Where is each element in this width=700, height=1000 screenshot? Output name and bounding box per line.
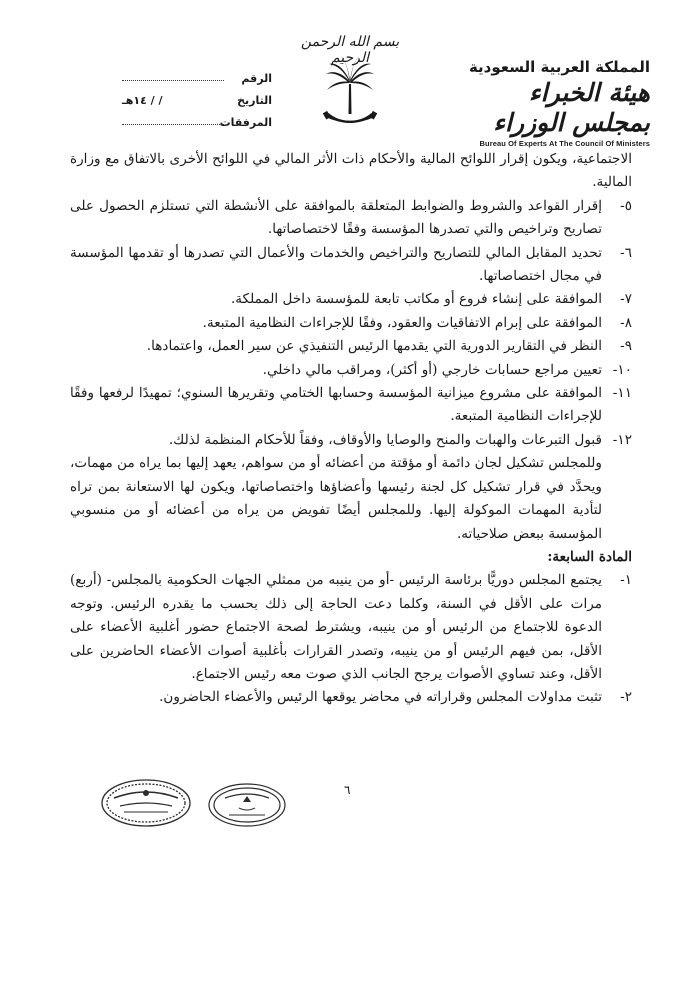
bureau-seal-stamp-icon [100,778,192,828]
reference-attachments-row [122,107,272,129]
list-item [70,686,632,709]
item-number: ١٠- [612,361,632,378]
item-number: ٩- [620,338,632,355]
item-number: ٢- [620,689,632,706]
attachments-label: المرفقات [219,116,272,129]
item-number: ٧- [620,291,632,308]
list-item [70,312,632,335]
item-text: الموافقة على إبرام الاتفاقيات والعقود، وفقًا للإجراءات النظامية المتبعة. [202,314,602,331]
saudi-emblem-icon [320,52,380,130]
item-text: إقرار القواعد والشروط والضوابط المتعلقة بالموافقة على الأنشطة التي تستلزم الحصول على تصاريح وتراخيص والتي تصدرها المؤسسة وفقًا لاختصاصاتها. [70,197,602,238]
list-item [70,242,632,289]
item-text: الموافقة على إنشاء فروع أو مكاتب تابعة للمؤسسة داخل المملكة. [230,291,602,308]
date-label: التاريخ [237,94,272,107]
item-text: تثبت مداولات المجلس وقراراته في محاضر يوقعها الرئيس والأعضاء الحاضرون. [159,689,602,706]
date-value: / / ١٤هـ [122,94,163,107]
item-number: ١١- [612,385,632,402]
basmala: بسم الله الرحمن الرحيم [300,34,400,66]
list-item [70,429,632,452]
letterhead-org-block [450,58,650,148]
reference-number-row [122,63,272,85]
item-text: تحديد المقابل المالي للتصاريح والتراخيص والخدمات والأعمال التي تصدرها أو تقدمها المؤسسة في مجال اختصاصاتها. [70,244,602,285]
item-number: ٦- [620,244,632,261]
council-paragraph: وللمجلس تشكيل لجان دائمة أو مؤقتة من أعضائه أو من سواهم، يعهد إليها بما يراه من مهمات، ويحدَّد في قرار تشكيل كل لجنة رئيسها وأعضاؤها واختصاصاتها، ويكون لها الاستعانة بمن تراه لتأدية المهمات الموكولة إليها. وللمجلس أيضًا تفويض من يراه من أعضائه أو من منسوبي المؤسسة ببعض صلاحياته. [70,455,602,542]
item-text: قبول التبرعات والهبات والمنح والوصايا والأوقاف، وفقاً للأحكام المنظمة لذلك. [168,431,602,448]
country-name: المملكة العربية السعودية [468,58,650,76]
item-number: ١٢- [612,431,632,448]
organization-name: هيئة الخبراء بمجلس الوزراء [493,78,650,137]
list-item [70,359,632,382]
list-item [70,569,632,686]
list-item [70,195,632,242]
number-label: الرقم [241,72,272,85]
list-item [70,335,632,358]
intro-paragraph: الاجتماعية، ويكون إقرار اللوائح المالية والأحكام ذات الأثر المالي في اللوائح الأخرى بالاتفاق مع وزارة المالية. [70,151,632,191]
list-item [70,382,632,429]
item-text: النظر في التقارير الدورية التي يقدمها الرئيس التنفيذي عن سير العمل، واعتمادها. [146,338,602,355]
article-heading: المادة السابعة: [547,548,632,565]
attachments-line [122,124,224,125]
list-item [70,288,632,311]
item-number: ١- [620,572,632,589]
page-number: ٦ [344,783,351,797]
item-text: الموافقة على مشروع ميزانية المؤسسة وحسابها الختامي وتقريرها السنوي؛ تمهيدًا لرفعها وفقًا للإجراءات النظامية المتبعة. [70,385,602,425]
organization-name-english: Bureau Of Experts At The Council Of Ministers [479,139,650,148]
number-line [122,80,224,81]
document-body [70,148,632,710]
item-text: تعيين مراجع حسابات خارجي (أو أكثر)، ومراقب مالي داخلي. [262,361,602,378]
item-number: ٥- [620,197,632,214]
item-text: يجتمع المجلس دوريًّا برئاسة الرئيس -أو من ينيبه من ممثلي الجهات الحكومية بالمجلس- (أربع) مرات على الأقل في السنة، وكلما دعت الحاجة إلى ذلك بحسب ما يقدره الرئيس. وتوجه الدعوة للاجتماع من الرئيس أو من ينيبه، ويشترط لصحة الاجتماع حضور أغلبية الأعضاء على الأقل، بمن فيهم الرئيس أو من ينيبه، وتصدر القرارات بأغلبية أصوات الأعضاء الحاضرين على الأقل، وعند تساوي الأصوات يرجح الجانب الذي صوت معه رئيس الاجتماع. [70,572,602,682]
council-seal-stamp-icon [207,782,287,828]
reference-date-row [122,85,272,107]
item-number: ٨- [620,314,632,331]
reference-block [122,63,272,129]
